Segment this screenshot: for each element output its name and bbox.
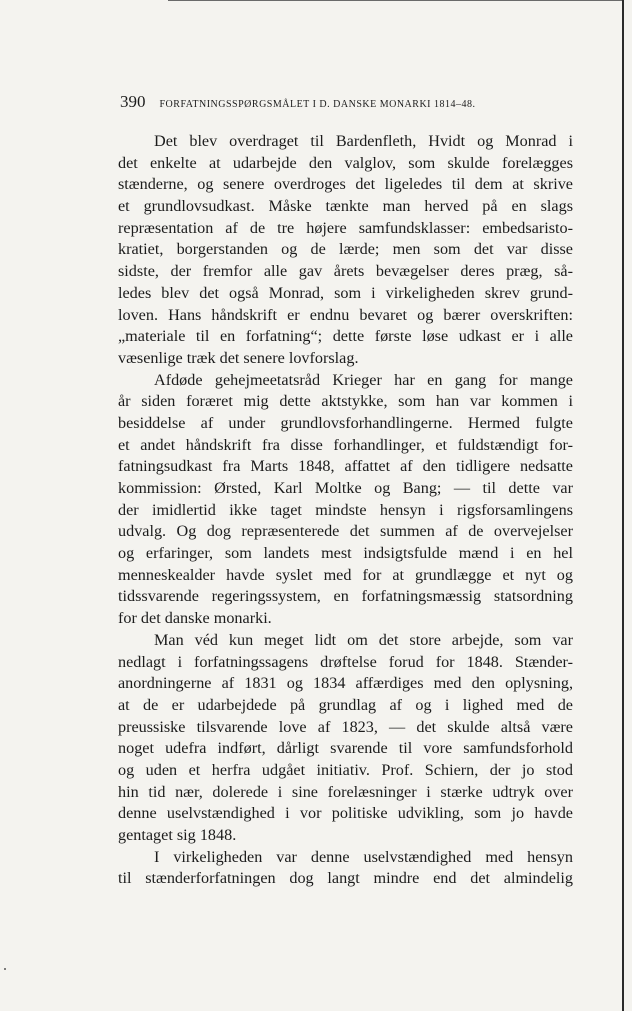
page-right-edge bbox=[622, 0, 624, 1011]
text-line: Man véd kun meget lidt om det store arbejde, som var bbox=[154, 630, 573, 649]
text-line: stænderne, og senere overdroges det ligeledes til dem at skrive bbox=[118, 175, 573, 194]
text-line: loven. Hans håndskrift er endnu bevaret og bærer overskriften: bbox=[118, 305, 573, 324]
text-line: år siden foræret mig dette aktstykke, som han var kommen i bbox=[118, 392, 573, 411]
margin-speck bbox=[4, 968, 6, 970]
text-line: et andet håndskrift fra disse forhandlinger, et fuldstændigt for- bbox=[118, 435, 573, 454]
body-text bbox=[118, 131, 573, 890]
running-head bbox=[120, 92, 580, 112]
text-line: preussiske tilsvarende love af 1823, — det skulde altså være bbox=[118, 717, 573, 736]
text-line: kratiet, borgerstanden og de lærde; men som det var disse bbox=[118, 240, 573, 259]
text-line: til stænderforfatningen dog langt mindre end det almindelig bbox=[118, 869, 573, 888]
text-line: „materiale til en forfatning“; dette første løse udkast er i alle bbox=[118, 327, 573, 346]
text-line: det enkelte at udarbejde den valglov, som skulde forelægges bbox=[118, 153, 573, 172]
text-line: menneskealder havde syslet med for at grundlægge et nyt og bbox=[118, 565, 573, 584]
text-line: ledes blev det også Monrad, som i virkeligheden skrev grund- bbox=[118, 283, 573, 302]
page-top-edge bbox=[168, 0, 622, 1]
text-line: denne uselvstændighed i vor politiske udvikling, som jo havde bbox=[118, 804, 573, 823]
running-title: FORFATNINGSSPØRGSMÅLET I D. DANSKE MONARKI 1814–48. bbox=[159, 99, 476, 110]
text-line: nedlagt i forfatningssagens drøftelse forud for 1848. Stænder- bbox=[118, 652, 573, 671]
text-line: et grundlovsudkast. Måske tænkte man herved på en slags bbox=[118, 197, 573, 216]
text-line: noget udefra indført, dårligt svarende til vore samfundsforhold bbox=[118, 739, 573, 758]
text-line: anordningerne af 1831 og 1834 affærdiges med den oplysning, bbox=[118, 674, 573, 693]
text-line: Afdøde gehejmeetatsråd Krieger har en gang for mange bbox=[154, 370, 573, 389]
text-line: I virkeligheden var denne uselvstændighed med hensyn bbox=[154, 847, 573, 866]
text-line: sidste, der fremfor alle gav årets bevægelser deres præg, så- bbox=[118, 262, 573, 281]
text-line: og uden et herfra udgået initiativ. Prof. Schiern, der jo stod bbox=[118, 760, 573, 779]
text-line: og erfaringer, som landets mest indsigtsfulde mænd i en hel bbox=[118, 544, 573, 563]
text-line: hin tid nær, dolerede i sine forelæsninger i stærke udtryk over bbox=[118, 782, 573, 801]
text-line: at de er udarbejdede på grundlag af og i lighed med de bbox=[118, 695, 573, 714]
text-line: Det blev overdraget til Bardenfleth, Hvidt og Monrad i bbox=[154, 132, 573, 150]
text-line: repræsentation af de tre højere samfundsklasser: embedsaristo- bbox=[118, 218, 573, 237]
text-line: væsenlige træk det senere lovforslag. bbox=[118, 348, 359, 367]
text-line: fatningsudkast fra Marts 1848, affattet af den tidligere nedsatte bbox=[118, 457, 573, 476]
text-line: kommission: Ørsted, Karl Moltke og Bang; — til dette var bbox=[118, 479, 573, 497]
page-number: 390 bbox=[120, 92, 146, 111]
text-line: for det danske monarki. bbox=[118, 609, 272, 628]
text-line: udvalg. Og dog repræsenterede det summen af de overvejelser bbox=[118, 522, 573, 541]
text-line: der imidlertid ikke taget mindste hensyn i rigsforsamlingens bbox=[118, 500, 573, 519]
text-line: gentaget sig 1848. bbox=[118, 826, 237, 844]
text-line: besiddelse af under grundlovsforhandlingerne. Hermed fulgte bbox=[118, 413, 573, 432]
text-line: tidssvarende regeringssystem, en forfatningsmæssig statsordning bbox=[118, 587, 573, 606]
